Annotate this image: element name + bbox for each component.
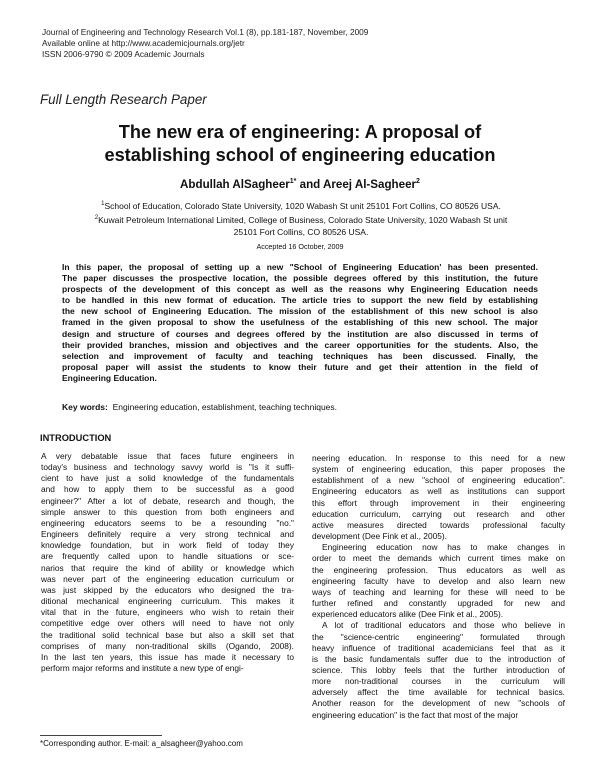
body-line: the engineering profession. Thus educators as well as bbox=[312, 564, 565, 575]
body-line: establishment of a new "school of engineering education". bbox=[312, 475, 565, 486]
journal-availability: Available online at http://www.academicjournals.org/jetr bbox=[42, 38, 245, 49]
title-line-2: establishing school of engineering education bbox=[104, 145, 496, 165]
affiliations bbox=[56, 198, 546, 238]
body-line: heavy influence of traditional academicians feel that as it bbox=[312, 642, 565, 653]
body-line: and how to apply them to be successful as a good bbox=[41, 484, 294, 495]
body-line: ways of teaching and learning for these will need to be bbox=[312, 586, 565, 597]
title-line-1: The new era of engineering: A proposal of bbox=[118, 122, 482, 142]
journal-citation: Journal of Engineering and Technology Research Vol.1 (8), pp.181-187, November, 2009 bbox=[42, 27, 369, 37]
body-line: order to meet the demands which current times make on bbox=[312, 553, 565, 564]
body-line: are frequently called upon to handle situations or sce- bbox=[41, 551, 294, 562]
body-line: simple answer to this question from both engineers and bbox=[41, 506, 294, 517]
body-line: comprises of many non-traditional skills (Ogando, 2008). bbox=[41, 640, 294, 651]
abstract-line: their provided branches, mission and objectives and the career opportunities for the students. Also, the bbox=[62, 339, 538, 350]
body-line: Another reason for the development of new "schools of bbox=[312, 698, 565, 709]
body-line: is the basic fundamentals suffer due to the introduction of bbox=[312, 653, 565, 664]
affiliation-1-text: School of Education, Colorado State University, 1020 Wabash St unit 25101 Fort Collins, CO 80526 USA. bbox=[104, 200, 501, 211]
body-line: competitive edge over others will need to have not only bbox=[41, 618, 294, 629]
body-line: this effort through improvement in their engineering bbox=[312, 497, 565, 508]
abstract-line: the new school of Engineering Education. The mission of the establishment of this new school is also bbox=[62, 306, 538, 317]
affiliation-2-continued: 25101 Fort Collins, CO 80526 USA. bbox=[233, 226, 369, 237]
body-line: experienced educators alike (Dee Fink et al., 2005). bbox=[312, 609, 504, 620]
section-heading-introduction: INTRODUCTION bbox=[40, 433, 112, 443]
accepted-date: Accepted 16 October, 2009 bbox=[256, 242, 344, 251]
body-line: further refined and constantly upgraded for new and bbox=[312, 598, 565, 609]
body-line: cient to have just a solid knowledge of the fundamentals bbox=[41, 473, 294, 484]
body-line: development (Dee Fink et al., 2005). bbox=[312, 531, 447, 542]
author-2-marker: 2 bbox=[416, 178, 420, 186]
body-line: ditional mechanical engineering curriculum. This makes it bbox=[41, 596, 294, 607]
body-line: Engineering educators as well as institutions can support bbox=[312, 486, 565, 497]
body-line: system of engineering education, this paper proposes the bbox=[312, 464, 565, 475]
footnote-divider bbox=[40, 735, 162, 736]
body-line: engineer?" After a lot of debate, research and though, the bbox=[41, 495, 294, 506]
body-line: engineering education" is the fact that most of the major bbox=[312, 709, 519, 720]
author-name-2: Areej Al-Sagheer bbox=[323, 178, 417, 191]
author-name-1: Abdullah AlSagheer bbox=[180, 178, 290, 191]
abstract bbox=[62, 262, 538, 384]
body-line: In the last ten years, this issue has made it necessary to bbox=[41, 651, 294, 662]
keywords-label: Key words: bbox=[62, 402, 108, 412]
body-line: perform major reforms and institute a new type of engi- bbox=[41, 662, 244, 673]
body-line: A very debatable issue that faces future engineers in bbox=[41, 451, 294, 461]
paper-title bbox=[40, 121, 560, 167]
abstract-line: selection and improvement of faculty and teaching techniques has been discussed. Finally, the bbox=[62, 350, 538, 361]
body-line: science. This lobby feels that the further introduction of bbox=[312, 664, 565, 675]
journal-issn: ISSN 2006-9790 © 2009 Academic Journals bbox=[42, 49, 205, 60]
corresponding-author-footnote: *Corresponding author. E-mail: a_alsagheer@yahoo.com bbox=[40, 739, 243, 748]
abstract-line: proposal paper will assist the students to know their future and get their attention in the field of bbox=[62, 361, 538, 372]
abstract-line: The paper discusses the prospective location, the possible degrees offered by this institution, the future bbox=[62, 273, 538, 284]
body-line: today's business and technology savvy world is "Is it suffi- bbox=[41, 462, 294, 473]
abstract-line: design and structure of courses and degrees offered by the institution are also discussed in terms of bbox=[62, 328, 538, 339]
body-line: education curriculum, carrying out research and other bbox=[312, 508, 565, 519]
abstract-line: to be handled in this new format of education. The article tries to support the new field by establishing bbox=[62, 295, 538, 306]
body-line: was just skipped by the educators who designed the tra- bbox=[41, 584, 294, 595]
body-line: active measures directed towards professional faculty bbox=[312, 519, 565, 530]
keywords bbox=[62, 402, 538, 412]
body-line: vital that in the future, engineers who wish to retain their bbox=[41, 607, 294, 618]
body-line: Engineering education now has to make changes in bbox=[322, 542, 565, 553]
affiliation-1-marker: 1 bbox=[101, 201, 105, 207]
body-line: engineering educators seems to be a resounding "no." bbox=[41, 517, 294, 528]
journal-header bbox=[42, 27, 368, 61]
author-conjunction: and bbox=[296, 178, 324, 191]
body-line: was never part of the engineering education curriculum or bbox=[41, 573, 294, 584]
affiliation-2-text: Kuwait Petroleum International Limited, College of Business, Colorado State University, 1020 Wabash St unit bbox=[98, 214, 508, 225]
body-line: neering education. In response to this need for a new bbox=[312, 453, 565, 463]
body-line: engineering faculty have to develop and also learn new bbox=[312, 575, 565, 586]
abstract-line: Engineering Education. bbox=[62, 372, 157, 383]
body-column-left bbox=[41, 451, 294, 674]
affiliation-2-marker: 2 bbox=[94, 214, 99, 221]
abstract-line: In this paper, the proposal of setting up a new "School of Engineering Education' has been presented. bbox=[62, 262, 538, 272]
keywords-text: Engineering education, establishment, teaching techniques. bbox=[112, 402, 338, 412]
body-column-right bbox=[312, 453, 565, 721]
document-type: Full Length Research Paper bbox=[40, 92, 207, 107]
affiliation-2 bbox=[56, 212, 546, 226]
body-line: knowledge foundation, but in work field of today they bbox=[41, 540, 294, 551]
body-line: A lot of traditional educators and those who believe in bbox=[322, 620, 565, 631]
author-1-marker: 1* bbox=[289, 178, 297, 186]
abstract-line: prospects of the development of this concept as well as the reasons why Engineering Education needs bbox=[62, 284, 538, 295]
body-line: more non-traditional courses in the curriculum will bbox=[312, 676, 565, 687]
body-line: narios that require the kind of ability or knowledge which bbox=[41, 562, 294, 573]
abstract-line: framed in the given proposal to show the usefulness of the establishing of this new school. The major bbox=[62, 317, 538, 328]
body-line: Engineers definitely require a very strong technical and bbox=[41, 529, 294, 540]
affiliation-1 bbox=[56, 198, 546, 212]
body-line: the "science-centric engineering" formulated through bbox=[312, 631, 565, 642]
author-list bbox=[40, 178, 560, 191]
body-line: the traditional solid technical base but also a skill set that bbox=[41, 629, 294, 640]
body-line: adversely affect the time available for technical basics. bbox=[312, 687, 565, 698]
